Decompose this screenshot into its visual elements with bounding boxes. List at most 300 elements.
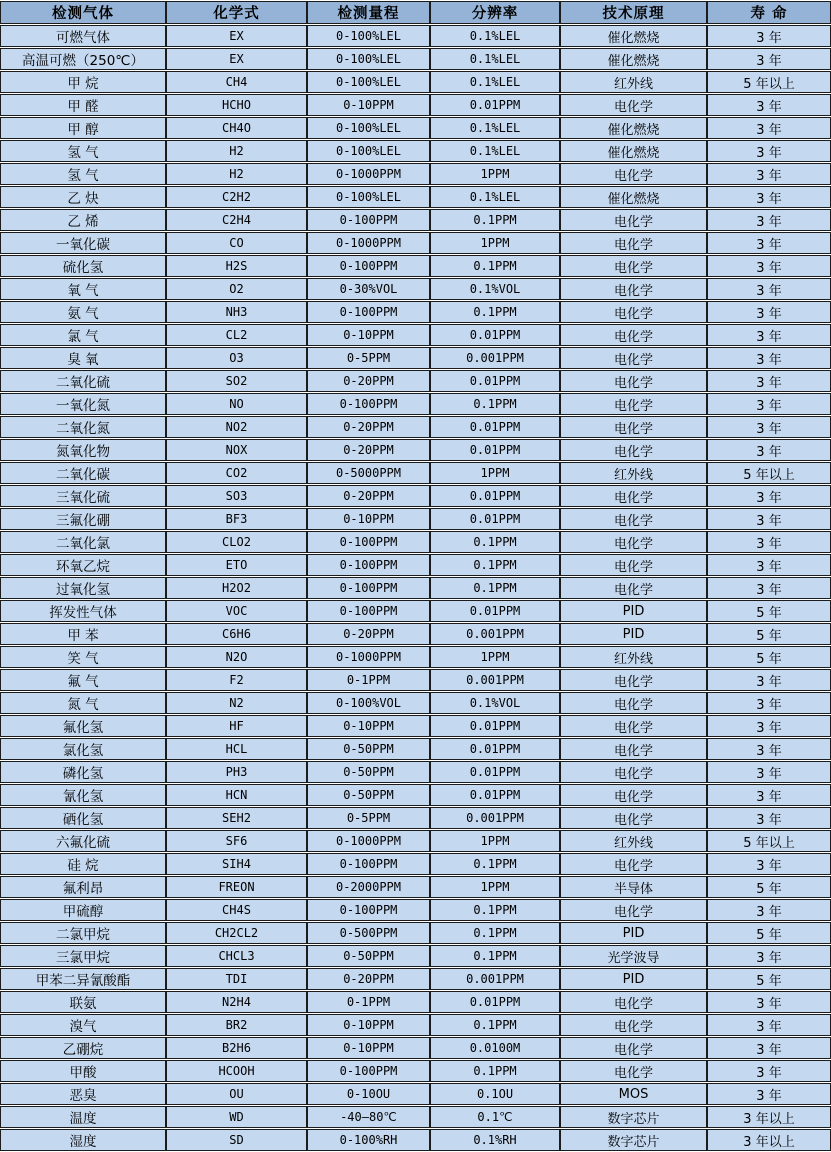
column-header-lifespan: 寿 命 (707, 1, 831, 24)
cell-gas: 一氧化氮 (0, 393, 166, 415)
cell-range: 0-100PPM (307, 577, 430, 599)
cell-lifespan: 3 年 (707, 577, 831, 599)
cell-formula: CH4 (166, 71, 307, 93)
cell-formula: B2H6 (166, 1037, 307, 1059)
cell-lifespan: 3 年 (707, 117, 831, 139)
cell-gas: 三氯甲烷 (0, 945, 166, 967)
cell-principle: 电化学 (560, 347, 707, 369)
cell-gas: 甲 醛 (0, 94, 166, 116)
cell-lifespan: 3 年 (707, 209, 831, 231)
cell-resolution: 0.1PPM (430, 899, 560, 921)
cell-principle: 半导体 (560, 876, 707, 898)
cell-resolution: 0.0100M (430, 1037, 560, 1059)
cell-range: 0-100PPM (307, 554, 430, 576)
cell-range: 0-5PPM (307, 347, 430, 369)
cell-formula: SEH2 (166, 807, 307, 829)
cell-principle: PID (560, 922, 707, 944)
cell-range: 0-100%RH (307, 1129, 430, 1151)
cell-formula: N2 (166, 692, 307, 714)
cell-formula: NH3 (166, 301, 307, 323)
cell-principle: 电化学 (560, 738, 707, 760)
cell-lifespan: 3 年 (707, 1014, 831, 1036)
table-row (0, 25, 831, 47)
cell-range: 0-20PPM (307, 485, 430, 507)
cell-principle: MOS (560, 1083, 707, 1105)
cell-range: 0-5000PPM (307, 462, 430, 484)
cell-lifespan: 3 年 (707, 945, 831, 967)
cell-resolution: 0.01PPM (430, 416, 560, 438)
cell-range: 0-100%LEL (307, 186, 430, 208)
cell-range: 0-1PPM (307, 669, 430, 691)
cell-range: 0-100%LEL (307, 48, 430, 70)
cell-principle: 光学波导 (560, 945, 707, 967)
cell-resolution: 0.1PPM (430, 577, 560, 599)
cell-gas: 乙硼烷 (0, 1037, 166, 1059)
cell-formula: TDI (166, 968, 307, 990)
cell-formula: O2 (166, 278, 307, 300)
cell-gas: 氰化氢 (0, 784, 166, 806)
table-row (0, 140, 831, 162)
cell-principle: 电化学 (560, 301, 707, 323)
table-row (0, 393, 831, 415)
cell-resolution: 0.1%VOL (430, 692, 560, 714)
cell-gas: 甲酸 (0, 1060, 166, 1082)
table-row (0, 623, 831, 645)
cell-range: 0-100PPM (307, 301, 430, 323)
cell-formula: SO2 (166, 370, 307, 392)
cell-gas: 挥发性气体 (0, 600, 166, 622)
cell-resolution: 0.1PPM (430, 531, 560, 553)
table-row (0, 738, 831, 760)
table-row (0, 830, 831, 852)
table-row (0, 462, 831, 484)
cell-resolution: 0.1PPM (430, 209, 560, 231)
cell-gas: 一氧化碳 (0, 232, 166, 254)
cell-formula: NO (166, 393, 307, 415)
cell-lifespan: 5 年 (707, 623, 831, 645)
cell-resolution: 0.1PPM (430, 255, 560, 277)
cell-range: 0-100PPM (307, 899, 430, 921)
table-row (0, 692, 831, 714)
cell-principle: 电化学 (560, 991, 707, 1013)
cell-lifespan: 3 年 (707, 232, 831, 254)
cell-lifespan: 3 年 (707, 370, 831, 392)
cell-principle: PID (560, 623, 707, 645)
cell-resolution: 0.001PPM (430, 347, 560, 369)
cell-range: 0-100PPM (307, 853, 430, 875)
cell-range: 0-1000PPM (307, 163, 430, 185)
cell-gas: 环氧乙烷 (0, 554, 166, 576)
cell-range: 0-2000PPM (307, 876, 430, 898)
cell-resolution: 0.01PPM (430, 324, 560, 346)
cell-formula: CH2CL2 (166, 922, 307, 944)
cell-principle: 催化燃烧 (560, 48, 707, 70)
table-row (0, 876, 831, 898)
column-header-gas: 检测气体 (0, 1, 166, 24)
cell-lifespan: 3 年 (707, 738, 831, 760)
cell-range: 0-10PPM (307, 94, 430, 116)
cell-resolution: 0.01PPM (430, 784, 560, 806)
cell-range: 0-100%LEL (307, 25, 430, 47)
cell-resolution: 0.1℃ (430, 1106, 560, 1128)
cell-principle: 电化学 (560, 209, 707, 231)
cell-range: 0-1PPM (307, 991, 430, 1013)
cell-formula: C2H2 (166, 186, 307, 208)
cell-formula: N2O (166, 646, 307, 668)
cell-range: 0-10PPM (307, 715, 430, 737)
column-header-formula: 化学式 (166, 1, 307, 24)
cell-resolution: 1PPM (430, 462, 560, 484)
cell-lifespan: 3 年 (707, 531, 831, 553)
cell-resolution: 0.01PPM (430, 761, 560, 783)
cell-principle: 电化学 (560, 577, 707, 599)
cell-range: 0-30%VOL (307, 278, 430, 300)
cell-resolution: 0.1OU (430, 1083, 560, 1105)
cell-range: 0-100%LEL (307, 140, 430, 162)
cell-lifespan: 3 年 (707, 715, 831, 737)
cell-range: 0-20PPM (307, 416, 430, 438)
table-row (0, 922, 831, 944)
table-row (0, 1037, 831, 1059)
table-row (0, 508, 831, 530)
cell-lifespan: 3 年 (707, 853, 831, 875)
table-row (0, 531, 831, 553)
table-row (0, 1129, 831, 1151)
cell-resolution: 0.1%VOL (430, 278, 560, 300)
cell-principle: 电化学 (560, 1060, 707, 1082)
cell-lifespan: 3 年 (707, 439, 831, 461)
cell-formula: F2 (166, 669, 307, 691)
cell-lifespan: 3 年以上 (707, 1129, 831, 1151)
cell-principle: PID (560, 600, 707, 622)
cell-principle: 电化学 (560, 416, 707, 438)
cell-range: 0-50PPM (307, 738, 430, 760)
cell-principle: 催化燃烧 (560, 186, 707, 208)
cell-formula: SD (166, 1129, 307, 1151)
cell-range: 0-20PPM (307, 968, 430, 990)
cell-gas: 二氯甲烷 (0, 922, 166, 944)
cell-principle: 电化学 (560, 232, 707, 254)
cell-principle: PID (560, 968, 707, 990)
cell-gas: 三氟化硼 (0, 508, 166, 530)
cell-resolution: 0.1PPM (430, 301, 560, 323)
cell-lifespan: 5 年 (707, 600, 831, 622)
cell-principle: 红外线 (560, 462, 707, 484)
cell-resolution: 0.01PPM (430, 370, 560, 392)
cell-resolution: 0.01PPM (430, 991, 560, 1013)
cell-range: 0-100PPM (307, 255, 430, 277)
cell-formula: HCHO (166, 94, 307, 116)
cell-resolution: 0.1PPM (430, 945, 560, 967)
cell-principle: 电化学 (560, 508, 707, 530)
cell-formula: CL2 (166, 324, 307, 346)
cell-formula: ETO (166, 554, 307, 576)
cell-resolution: 0.01PPM (430, 715, 560, 737)
cell-resolution: 0.001PPM (430, 623, 560, 645)
cell-gas: 氯化氢 (0, 738, 166, 760)
cell-principle: 电化学 (560, 393, 707, 415)
cell-range: 0-50PPM (307, 761, 430, 783)
table-row (0, 1014, 831, 1036)
cell-lifespan: 3 年 (707, 163, 831, 185)
cell-gas: 甲苯二异氰酸酯 (0, 968, 166, 990)
cell-lifespan: 3 年 (707, 416, 831, 438)
cell-formula: SO3 (166, 485, 307, 507)
table-body (0, 25, 831, 1151)
cell-resolution: 0.001PPM (430, 669, 560, 691)
cell-gas: 联氨 (0, 991, 166, 1013)
cell-formula: O3 (166, 347, 307, 369)
cell-formula: HCN (166, 784, 307, 806)
cell-lifespan: 3 年以上 (707, 1106, 831, 1128)
cell-range: 0-100PPM (307, 209, 430, 231)
cell-resolution: 0.01PPM (430, 94, 560, 116)
cell-formula: OU (166, 1083, 307, 1105)
cell-resolution: 0.1%LEL (430, 25, 560, 47)
cell-lifespan: 3 年 (707, 508, 831, 530)
cell-lifespan: 3 年 (707, 485, 831, 507)
cell-resolution: 1PPM (430, 232, 560, 254)
cell-lifespan: 5 年 (707, 922, 831, 944)
cell-range: 0-10PPM (307, 1037, 430, 1059)
cell-principle: 电化学 (560, 784, 707, 806)
cell-principle: 电化学 (560, 853, 707, 875)
column-header-range: 检测量程 (307, 1, 430, 24)
cell-gas: 氟利昂 (0, 876, 166, 898)
cell-formula: H2 (166, 140, 307, 162)
cell-resolution: 0.1%LEL (430, 117, 560, 139)
table-row (0, 968, 831, 990)
cell-formula: HF (166, 715, 307, 737)
cell-principle: 电化学 (560, 439, 707, 461)
cell-formula: HCOOH (166, 1060, 307, 1082)
cell-lifespan: 3 年 (707, 807, 831, 829)
cell-range: 0-1000PPM (307, 646, 430, 668)
cell-lifespan: 3 年 (707, 48, 831, 70)
cell-formula: PH3 (166, 761, 307, 783)
cell-formula: SF6 (166, 830, 307, 852)
cell-formula: CH4S (166, 899, 307, 921)
cell-resolution: 0.1PPM (430, 1060, 560, 1082)
cell-principle: 电化学 (560, 761, 707, 783)
cell-range: 0-20PPM (307, 439, 430, 461)
cell-resolution: 1PPM (430, 876, 560, 898)
cell-principle: 红外线 (560, 71, 707, 93)
cell-lifespan: 3 年 (707, 761, 831, 783)
cell-principle: 数字芯片 (560, 1129, 707, 1151)
cell-resolution: 0.01PPM (430, 738, 560, 760)
cell-resolution: 0.1%LEL (430, 71, 560, 93)
cell-lifespan: 3 年 (707, 669, 831, 691)
table-row (0, 600, 831, 622)
cell-formula: EX (166, 48, 307, 70)
table-row (0, 646, 831, 668)
cell-range: 0-1000PPM (307, 830, 430, 852)
table-row (0, 784, 831, 806)
cell-formula: VOC (166, 600, 307, 622)
table-row (0, 71, 831, 93)
cell-resolution: 0.1%LEL (430, 186, 560, 208)
table-row (0, 278, 831, 300)
table-row (0, 186, 831, 208)
cell-principle: 电化学 (560, 669, 707, 691)
cell-principle: 电化学 (560, 94, 707, 116)
cell-resolution: 0.01PPM (430, 508, 560, 530)
cell-gas: 二氧化氯 (0, 531, 166, 553)
cell-range: 0-10PPM (307, 324, 430, 346)
cell-gas: 二氧化硫 (0, 370, 166, 392)
cell-gas: 氮氧化物 (0, 439, 166, 461)
cell-principle: 电化学 (560, 370, 707, 392)
table-row (0, 853, 831, 875)
cell-range: 0-100%VOL (307, 692, 430, 714)
cell-lifespan: 3 年 (707, 1037, 831, 1059)
cell-gas: 六氟化硫 (0, 830, 166, 852)
cell-formula: CLO2 (166, 531, 307, 553)
cell-principle: 电化学 (560, 899, 707, 921)
cell-gas: 甲 苯 (0, 623, 166, 645)
cell-lifespan: 5 年 (707, 646, 831, 668)
cell-lifespan: 5 年 (707, 876, 831, 898)
table-row (0, 807, 831, 829)
cell-resolution: 0.01PPM (430, 600, 560, 622)
cell-lifespan: 3 年 (707, 1083, 831, 1105)
cell-range: 0-10PPM (307, 1014, 430, 1036)
cell-resolution: 0.01PPM (430, 485, 560, 507)
cell-gas: 湿度 (0, 1129, 166, 1151)
table-row (0, 945, 831, 967)
cell-formula: SIH4 (166, 853, 307, 875)
cell-formula: BF3 (166, 508, 307, 530)
table-row (0, 485, 831, 507)
cell-gas: 温度 (0, 1106, 166, 1128)
cell-formula: FREON (166, 876, 307, 898)
cell-lifespan: 3 年 (707, 94, 831, 116)
cell-lifespan: 3 年 (707, 278, 831, 300)
cell-principle: 催化燃烧 (560, 140, 707, 162)
cell-gas: 二氧化碳 (0, 462, 166, 484)
cell-gas: 氧 气 (0, 278, 166, 300)
cell-principle: 催化燃烧 (560, 117, 707, 139)
cell-lifespan: 5 年以上 (707, 462, 831, 484)
table-row (0, 370, 831, 392)
cell-lifespan: 3 年 (707, 393, 831, 415)
table-row (0, 347, 831, 369)
table-row (0, 117, 831, 139)
cell-range: 0-20PPM (307, 370, 430, 392)
cell-principle: 电化学 (560, 324, 707, 346)
cell-range: 0-1000PPM (307, 232, 430, 254)
table-row (0, 209, 831, 231)
table-row (0, 1060, 831, 1082)
cell-resolution: 1PPM (430, 830, 560, 852)
cell-resolution: 0.1PPM (430, 1014, 560, 1036)
cell-resolution: 0.01PPM (430, 439, 560, 461)
cell-gas: 甲 醇 (0, 117, 166, 139)
cell-gas: 氯 气 (0, 324, 166, 346)
cell-resolution: 1PPM (430, 646, 560, 668)
table-row (0, 1083, 831, 1105)
cell-gas: 氮 气 (0, 692, 166, 714)
cell-gas: 磷化氢 (0, 761, 166, 783)
cell-lifespan: 5 年以上 (707, 71, 831, 93)
cell-principle: 电化学 (560, 531, 707, 553)
cell-principle: 电化学 (560, 255, 707, 277)
cell-lifespan: 3 年 (707, 301, 831, 323)
cell-resolution: 0.1%LEL (430, 140, 560, 162)
cell-gas: 硅 烷 (0, 853, 166, 875)
cell-lifespan: 3 年 (707, 186, 831, 208)
cell-gas: 可燃气体 (0, 25, 166, 47)
table-row (0, 577, 831, 599)
cell-formula: NO2 (166, 416, 307, 438)
cell-range: 0-100PPM (307, 1060, 430, 1082)
table-row (0, 94, 831, 116)
cell-principle: 电化学 (560, 807, 707, 829)
cell-resolution: 0.1%RH (430, 1129, 560, 1151)
cell-range: 0-100%LEL (307, 71, 430, 93)
cell-lifespan: 3 年 (707, 324, 831, 346)
cell-gas: 硫化氢 (0, 255, 166, 277)
table-row (0, 255, 831, 277)
cell-gas: 笑 气 (0, 646, 166, 668)
cell-range: 0-100PPM (307, 531, 430, 553)
cell-principle: 电化学 (560, 1037, 707, 1059)
cell-gas: 氨 气 (0, 301, 166, 323)
cell-formula: H2 (166, 163, 307, 185)
cell-lifespan: 3 年 (707, 991, 831, 1013)
cell-gas: 氟化氢 (0, 715, 166, 737)
cell-principle: 电化学 (560, 1014, 707, 1036)
table-row (0, 1106, 831, 1128)
cell-lifespan: 5 年以上 (707, 830, 831, 852)
column-header-principle: 技术原理 (560, 1, 707, 24)
cell-principle: 红外线 (560, 646, 707, 668)
cell-principle: 电化学 (560, 554, 707, 576)
table-row (0, 669, 831, 691)
cell-gas: 溴气 (0, 1014, 166, 1036)
table-row (0, 48, 831, 70)
cell-formula: BR2 (166, 1014, 307, 1036)
cell-range: 0-10OU (307, 1083, 430, 1105)
cell-lifespan: 3 年 (707, 554, 831, 576)
cell-principle: 数字芯片 (560, 1106, 707, 1128)
cell-formula: NOX (166, 439, 307, 461)
cell-formula: CO (166, 232, 307, 254)
cell-range: -40—80℃ (307, 1106, 430, 1128)
cell-formula: HCL (166, 738, 307, 760)
column-header-resolution: 分辨率 (430, 1, 560, 24)
cell-gas: 三氧化硫 (0, 485, 166, 507)
table-row (0, 715, 831, 737)
cell-range: 0-100PPM (307, 600, 430, 622)
cell-range: 0-100PPM (307, 393, 430, 415)
cell-range: 0-500PPM (307, 922, 430, 944)
cell-formula: C6H6 (166, 623, 307, 645)
cell-gas: 恶臭 (0, 1083, 166, 1105)
table-row (0, 554, 831, 576)
cell-resolution: 0.1PPM (430, 922, 560, 944)
cell-lifespan: 3 年 (707, 255, 831, 277)
cell-lifespan: 3 年 (707, 692, 831, 714)
cell-lifespan: 3 年 (707, 784, 831, 806)
cell-range: 0-20PPM (307, 623, 430, 645)
cell-principle: 电化学 (560, 163, 707, 185)
cell-formula: EX (166, 25, 307, 47)
table-row (0, 163, 831, 185)
cell-formula: CO2 (166, 462, 307, 484)
cell-gas: 高温可燃（250℃） (0, 48, 166, 70)
